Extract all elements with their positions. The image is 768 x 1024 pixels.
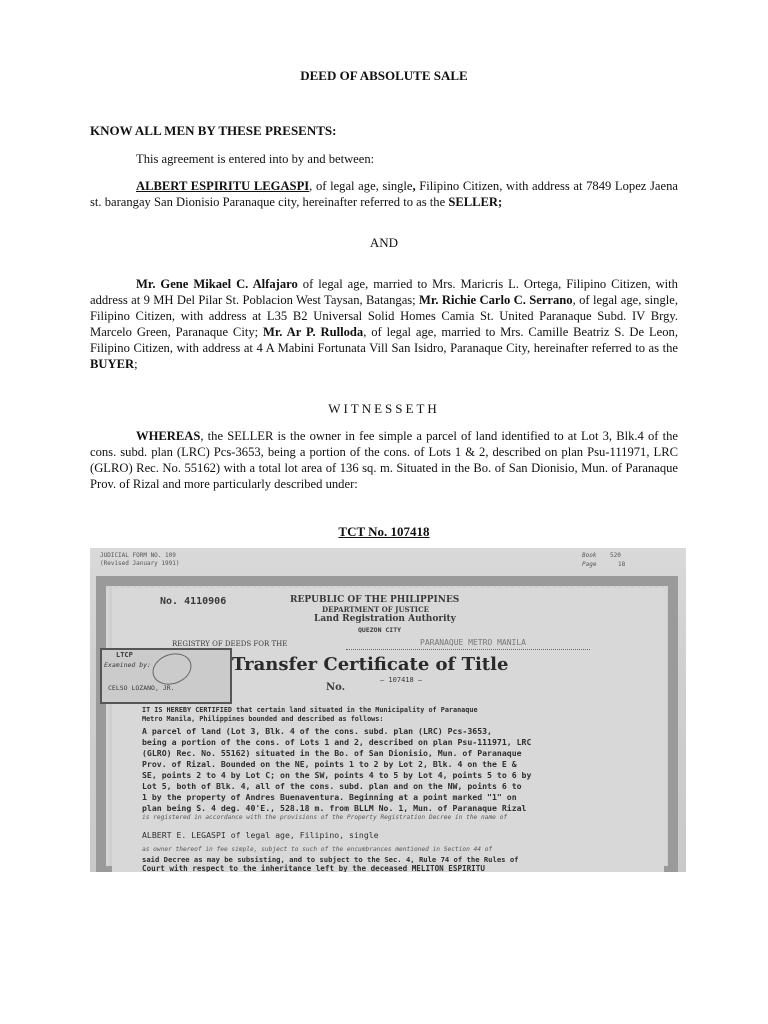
cert-line-1: IT IS HEREBY CERTIFIED that certain land situated in the Municipality of Paranaque xyxy=(142,706,478,714)
and-separator: AND xyxy=(369,235,399,250)
buyer-text-3: , of legal age, married to Mrs. Camille Beatriz S. De Leon, Filipino Citizen, with address at 4 A Mabini Fortunata Vill San Isidro, Paranaque City, hereinafter referred to as the xyxy=(90,325,678,355)
seller-comma: , xyxy=(412,179,416,193)
agreement-line: This agreement is entered into by and between: xyxy=(136,152,375,166)
buyer-text-1: of legal age, married to Mrs. Maricris L. Ortega, Filipino Citizen, with address at 9 MH Del Pilar St. Poblacion West Taysan, Batangas; xyxy=(90,277,678,307)
page-number: 18 xyxy=(618,561,626,568)
cert-line-5: (GLRO) Rec. No. 55162) situated in the Bo. of San Dionisio, Mun. of Paranaque xyxy=(142,748,522,758)
buyer-text-4: ; xyxy=(134,357,138,371)
cert-line-7: SE, points 2 to 4 by Lot C; on the SW, points 4 to 5 by Lot 4, points 5 to 6 by xyxy=(142,770,532,780)
certificate-no-label: No. xyxy=(326,682,346,693)
form-revised: (Revised January 1991) xyxy=(100,560,180,567)
buyer-role: BUYER xyxy=(90,357,135,371)
seller-text-1: , of legal age, single xyxy=(309,179,413,193)
registry-label: REGISTRY OF DEEDS FOR THE xyxy=(172,640,288,648)
cert-line-6: Prov. of Rizal. Bounded on the NE, points 1 to 2 by Lot 2, Blk. 4 on the E & xyxy=(142,759,517,769)
certificate-scan xyxy=(90,548,686,872)
buyer-name-3: Mr. Ar P. Rulloda xyxy=(262,325,364,339)
seller-role: SELLER; xyxy=(448,195,503,209)
cert-line-15: Court with respect to the inheritance left by the deceased MELITON ESPIRITU xyxy=(142,864,485,872)
registry-underline xyxy=(346,649,590,650)
republic-heading: REPUBLIC OF THE PHILIPPINES xyxy=(290,595,460,605)
cert-line-12: ALBERT E. LEGASPI of legal age, Filipino, single xyxy=(142,830,379,840)
whereas-paragraph xyxy=(90,428,678,492)
tct-number: TCT No. 107418 xyxy=(338,524,430,539)
seller-name: ALBERT ESPIRITU LEGASPI xyxy=(136,179,310,193)
cert-line-10: plan being S. 4 deg. 40'E., 528.18 m. from BLLM No. 1, Mun. of Paranaque Rizal xyxy=(142,803,527,813)
buyer-text-2: , of legal age, single, Filipino Citizen, with address at L35 B2 Universal Solid Homes Camia St. United Paranaque Subd. IV Brgy. Marcelo Green, Paranaque City; xyxy=(90,293,678,339)
department-heading: DEPARTMENT OF JUSTICE xyxy=(322,605,429,614)
know-all-heading: KNOW ALL MEN BY THESE PRESENTS: xyxy=(90,123,337,138)
stamp-examined-label: Examined by: xyxy=(104,661,151,669)
book-number: 520 xyxy=(610,552,621,559)
cert-line-9: 1 by the property of Andres Buenaventura. Beginning at a point marked "1" on xyxy=(142,792,517,802)
cert-line-4: being a portion of the cons. of Lots 1 and 2, described on plan Psu-111971, LRC xyxy=(142,737,532,747)
certificate-tct-number: – 107418 – xyxy=(380,676,423,684)
certificate-serial: No. 4110906 xyxy=(160,596,227,607)
certificate-heading: Transfer Certificate of Title xyxy=(232,654,509,675)
form-number: JUDICIAL FORM NO. 109 xyxy=(100,552,176,559)
registry-place: PARANAQUE METRO MANILA xyxy=(420,638,526,647)
document-title: DEED OF ABSOLUTE SALE xyxy=(300,68,468,83)
cert-line-3: A parcel of land (Lot 3, Blk. 4 of the cons. subd. plan (LRC) Pcs-3653, xyxy=(142,726,492,736)
cert-line-13: as owner thereof in fee simple, subject to such of the encumbrances mentioned in Section 44 of xyxy=(142,846,493,853)
seller-text-2: Filipino Citizen, with address at 7849 Lopez Jaena st. barangay San Dionisio Paranaque city, hereinafter referred to as the xyxy=(90,179,678,209)
whereas-label: WHEREAS xyxy=(136,429,201,443)
seller-paragraph xyxy=(90,178,678,210)
city-heading: QUEZON CITY xyxy=(358,626,402,634)
stamp-examiner-name: CELSO LOZANO, JR. xyxy=(108,684,175,692)
authority-heading: Land Registration Authority xyxy=(314,614,456,624)
page-label: Page xyxy=(582,561,597,568)
cert-line-14: said Decree as may be subsisting, and to subject to the Sec. 4, Rule 74 of the Rules of xyxy=(142,855,519,864)
cert-line-2: Metro Manila, Philippines bounded and described as follows: xyxy=(142,715,384,723)
stamp-ltcp: LTCP xyxy=(116,651,133,659)
buyer-paragraph xyxy=(90,276,678,372)
cert-line-11: is registered in accordance with the provisions of the Property Registration Decree in the name of xyxy=(142,814,508,821)
book-label: Book xyxy=(582,552,597,559)
buyer-name-1: Mr. Gene Mikael C. Alfajaro xyxy=(136,277,298,291)
cert-line-8: Lot 5, both of Blk. 4, all of the cons. subd. plan and on the NW, points 6 to xyxy=(142,781,522,791)
whereas-text: , the SELLER is the owner in fee simple a parcel of land identified to at Lot 3, Blk.4 of the cons. subd. plan (LRC) Pcs-3653, being a portion of the cons. of Lots 1 & 2, described on plan Psu-111971, LRC (GLRO) Rec. No. 55162) with a total lot area of 136 sq. m. Situated in the Bo. of San Dionisio, Mun. of Paranaque Prov. of Rizal and more particularly described under: xyxy=(90,429,678,491)
buyer-name-2: Mr. Richie Carlo C. Serrano xyxy=(419,293,573,307)
witnesseth-heading: WITNESSETH xyxy=(328,401,440,416)
